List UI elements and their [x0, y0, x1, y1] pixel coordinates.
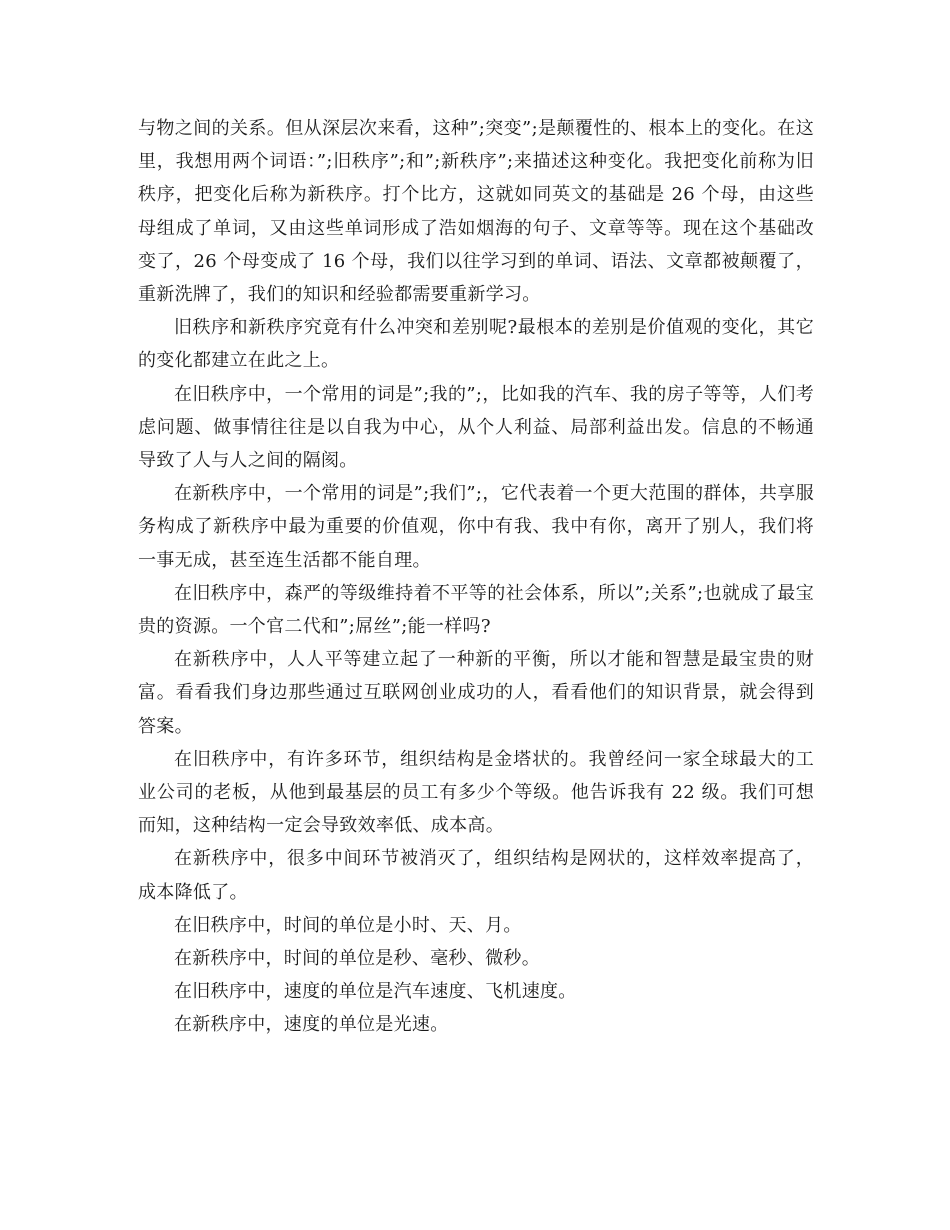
paragraph: 在旧秩序中，时间的单位是小时、天、月。: [174, 914, 522, 936]
paragraph: 在旧秩序中，有许多环节，组织结构是金塔状的。我曾经问一家全球最大的工业公司的老板，从他到最基层的员工有多少个等级。他告诉我有 22 级。我们可想而知，这种结构一定会导致效率低、成本高。: [138, 748, 814, 837]
paragraph: 在旧秩序中，速度的单位是汽车速度、飞机速度。: [174, 981, 577, 1003]
document-body: [138, 112, 814, 1042]
paragraph: 在新秩序中，人人平等建立起了一种新的平衡，所以才能和智慧是最宝贵的财富。看看我们身边那些通过互联网创业成功的人，看看他们的知识背景，就会得到答案。: [138, 649, 814, 737]
paragraph: 在新秩序中，很多中间环节被消灭了，组织结构是网状的，这样效率提高了，成本降低了。: [138, 848, 814, 903]
paragraph: 在旧秩序中，一个常用的词是”;我的”;，比如我的汽车、我的房子等等，人们考虑问题、做事情往往是以自我为中心，从个人利益、局部利益出发。信息的不畅通导致了人与人之间的隔阂。: [138, 383, 814, 472]
paragraph: 旧秩序和新秩序究竟有什么冲突和差别呢?最根本的差别是价值观的变化，其它的变化都建立在此之上。: [138, 317, 814, 372]
paragraph: 在新秩序中，速度的单位是光速。: [174, 1014, 449, 1036]
paragraph: 与物之间的关系。但从深层次来看，这种”;突变”;是颠覆性的、根本上的变化。在这里，我想用两个词语：”;旧秩序”;和”;新秩序”;来描述这种变化。我把变化前称为旧秩序，把变化后称为新秩序。打个比方，这就如同英文的基础是 26 个母，由这些母组成了单词，又由这些单词形成了浩如烟海的句子、文章等等。现在这个基础改变了，26 个母变成了 16 个母，我们以往学习到的单词、语法、文章都被颠覆了，重新洗牌了，我们的知识和经验都需要重新学习。: [138, 118, 814, 306]
paragraph: 在新秩序中，一个常用的词是”;我们”;，它代表着一个更大范围的群体，共享服务构成了新秩序中最为重要的价值观，你中有我、我中有你，离开了别人，我们将一事无成，甚至连生活都不能自理。: [138, 483, 814, 571]
paragraph: 在旧秩序中，森严的等级维持着不平等的社会体系，所以”;关系”;也就成了最宝贵的资源。一个官二代和”;屌丝”;能一样吗?: [138, 582, 814, 638]
paragraph: 在新秩序中，时间的单位是秒、毫秒、微秒。: [174, 948, 540, 970]
